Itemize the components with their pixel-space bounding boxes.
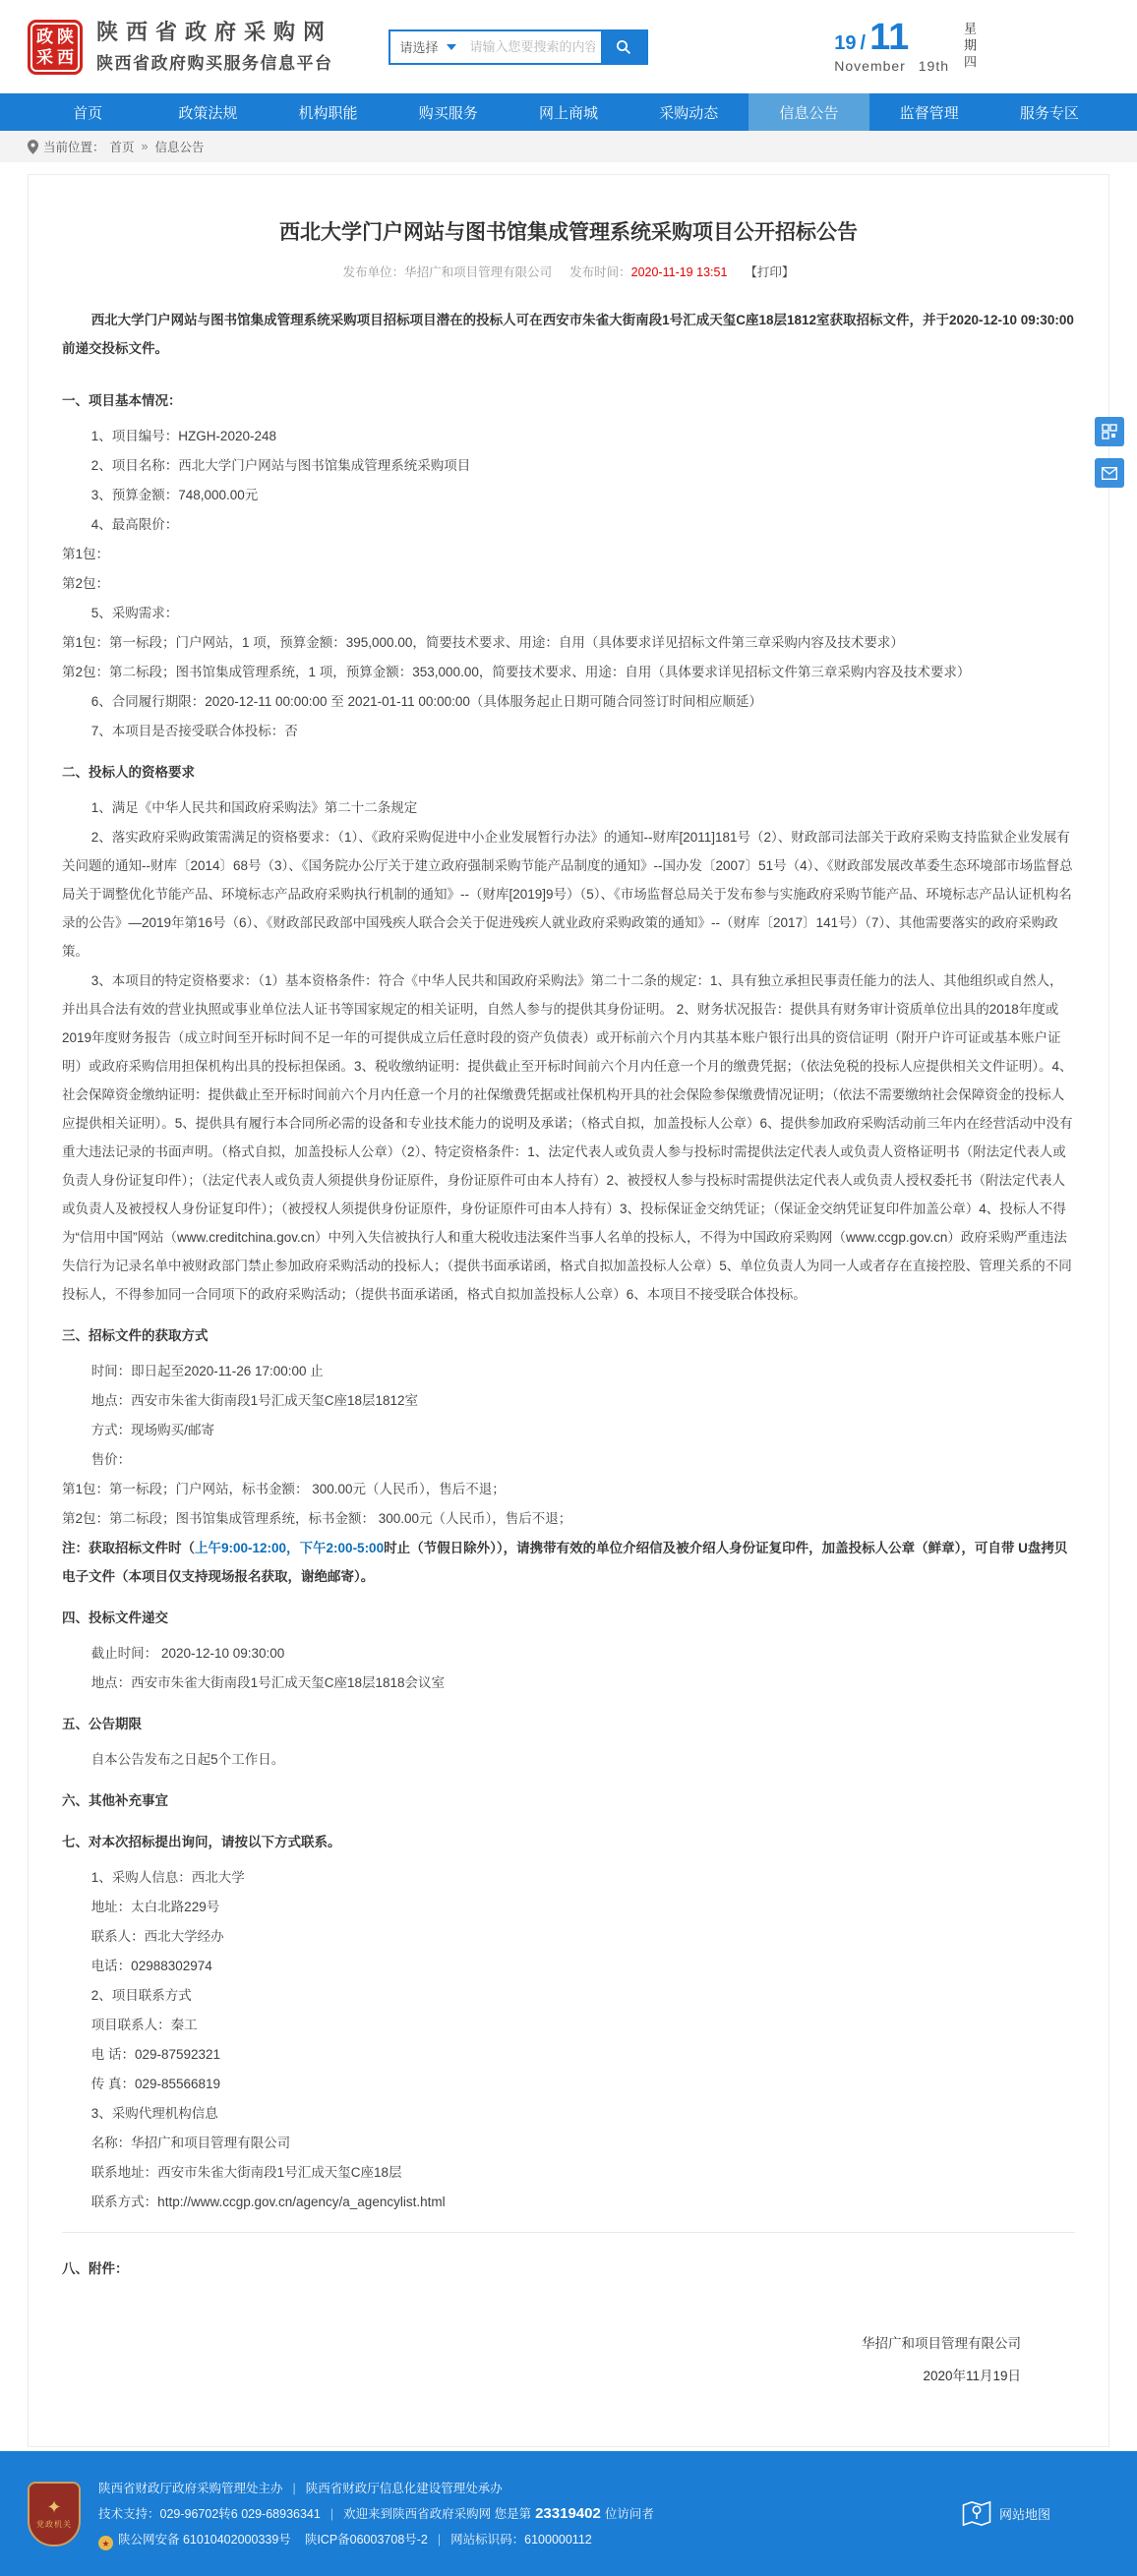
sitemap-button[interactable]: 网站地图 [962, 2500, 1050, 2527]
article-paragraph: 电话：02988302974 [90, 1959, 212, 1974]
site-subtitle: 陕西省政府购买服务信息平台 [96, 54, 333, 74]
breadcrumb [0, 131, 1137, 162]
qr-code-icon [1102, 424, 1117, 439]
main-nav [0, 93, 1137, 131]
logo-char: 采 [36, 47, 53, 67]
article-paragraph: 注：获取招标文件时（上午9:00-12:00，下午2:00-5:00时止（节假日除外）），请携带有效的单位介绍信及被介绍人身份证复印件，加盖投标人公章（鲜章），可自带 U盘拷贝电子文件（本项目仅支持现场报名获取，谢绝邮寄）。 [62, 1541, 1068, 1585]
article-paragraph: 第2包： [62, 576, 110, 592]
article-paragraph: 联系方式：http://www.ccgp.gov.cn/agency/a_agencylist.html [90, 2195, 446, 2210]
article-paragraph: 传 真：029-85566819 [90, 2077, 221, 2092]
article-paragraph: 地点：西安市朱雀大街南段1号汇成天玺C座18层1818会议室 [90, 1675, 445, 1691]
article-paragraph: 方式：现场购买/邮寄 [90, 1423, 214, 1438]
nav-item[interactable]: 首页 [73, 104, 103, 122]
publish-time-label: 发布时间： [569, 265, 631, 280]
search-icon [616, 39, 631, 55]
footer [0, 2451, 1137, 2576]
date-day: 19 [834, 31, 857, 54]
article-paragraph: 5、采购需求： [90, 606, 179, 621]
article-paragraph: 五、公告期限 [62, 1717, 142, 1732]
article-paragraph: 一、项目基本情况： [62, 393, 182, 409]
government-badge-icon: ✦ 党政机关 [28, 2482, 81, 2547]
article-container [28, 174, 1109, 2447]
footer-line-1: 陕西省财政厅政府采购管理处主办 | 陕西省财政厅信息化建设管理处承办 [98, 2481, 503, 2495]
search-category-select[interactable] [390, 31, 464, 63]
nav-item[interactable]: 采购动态 [659, 104, 719, 122]
date-english: November 19th [834, 57, 949, 74]
floating-toolbar [1095, 417, 1124, 488]
envelope-icon [1102, 467, 1117, 480]
breadcrumb-separator: » [141, 140, 149, 153]
article-paragraph: 二、投标人的资格要求 [62, 765, 195, 781]
article-paragraph: 第1包：第一标段；门户网站，1 项，预算金额：395,000.00，简要技术要求、用途：自用（具体要求详见招标文件第三章采购内容及技术要求） [62, 635, 904, 651]
article-paragraph: 1、项目编号：HZGH-2020-248 [90, 429, 276, 444]
signature-company: 华招广和项目管理有限公司 [862, 2336, 1021, 2352]
article-paragraph: 1、采购人信息：西北大学 [90, 1870, 245, 1886]
article-paragraph: 西北大学门户网站与图书馆集成管理系统采购项目招标项目潜在的投标人可在西安市朱雀大街南段1号汇成天玺C座18层1812室获取招标文件，并于2020-12-10 09:30:00前递交投标文件。 [62, 313, 1074, 357]
breadcrumb-label: 当前位置： [43, 141, 105, 154]
article-paragraph: 七、对本次招标提出询问，请按以下方式联系。 [62, 1835, 341, 1850]
article-paragraph: 时间：即日起至2020-11-26 17:00:00 止 [90, 1364, 324, 1379]
article-paragraph: 4、最高限价： [90, 517, 179, 533]
floating-qr-button[interactable] [1095, 417, 1124, 446]
article-paragraph: 八、附件： [62, 2261, 129, 2277]
article-paragraph: 第1包： [62, 547, 110, 562]
article-paragraph: 地址：太白北路229号 [90, 1900, 220, 1915]
nav-item[interactable]: 监督管理 [899, 104, 959, 122]
search-input[interactable] [464, 31, 601, 63]
floating-message-button[interactable] [1095, 458, 1124, 488]
article-paragraph: 三、招标文件的获取方式 [62, 1328, 209, 1344]
logo-char: 陕 [57, 27, 74, 46]
article-paragraph: 电 话：029-87592321 [90, 2047, 221, 2063]
article-paragraph: 3、本项目的特定资格要求：（1）基本资格条件：符合《中华人民共和国政府采购法》第二十二条的规定：1、具有独立承担民事责任能力的法人、其他组织或自然人，并出具合法有效的营业执照或事业单位法人证书等国家规定的相关证明，自然人参与的提供其身份证明。 2、财务状况报告：提供具有财务审计资质单位出具的2018年度或2019年度财务报告（成立时间至开标时间不足一年的可提供成立后任意时段的资产负债表）或开标前六个月内其基本账户银行出具的资信证明（附开户许可证或基本账户证明）或政府采购信用担保机构出具的投标担保函。3、税收缴纳证明：提供截止至开标时间前六个月内任意一个月的缴费凭据；（依法免税的投标人应提供相关文件证明）。4、社会保障资金缴纳证明：提供截止至开标时间前六个月内任意一个月的社保缴费凭据或社保机构开具的社会保险参保缴费情况证明；（依法不需要缴纳社会保障资金的投标人应提供相关证明）。5、提供具有履行本合同所必需的设备和专业技术能力的说明及承诺；（格式自拟，加盖投标人公章）6、提供参加政府采购活动前三年内在经营活动中没有重大违法记录的书面声明。（格式自拟，加盖投标人公章）（2）、特定资格条件：1、法定代表人或负责人参与投标时需提供法定代表人或负责人资格证明书（附法定代表人或负责人身份证复印件）；（法定代表人或负责人须提供身份证原件，身份证原件可由本人持有）2、被授权人参与投标时需提供法定代表人或负责人授权委托书（附法定代表人或负责人及被授权人身份证复印件）；（被授权人须提供身份证原件，身份证原件可由本人持有）3、投标保证金交纳凭证；（保证金交纳凭证复印件加盖公章）4、投标人不得为“信用中国”网站（www.creditchina.gov.cn）中列入失信被执行人和重大税收违法案件当事人名单的投标人，不得为中国政府采购网（www.ccgp.gov.cn）政府采购严重违法失信行为记录名单中被财政部门禁止参加政府采购活动的投标人；（提供书面承诺函，格式自拟加盖投标人公章）5、单位负责人为同一人或者存在直接控股、管理关系的不同投标人，不得参加同一合同项下的政府采购活动；（提供书面承诺函，格式自拟加盖投标人公章）6、本项目不接受联合体投标。 [62, 973, 1073, 1303]
footer-line-3: ★ 陕公网安备 61010402000339号 陕ICP备06003708号-2 | 网站标识码：6100000112 [98, 2527, 654, 2552]
date-widget [834, 16, 1001, 74]
article-paragraph: 3、预算金额：748,000.00元 [90, 488, 259, 503]
article-paragraph: 3、采购代理机构信息 [90, 2106, 218, 2122]
search-button[interactable] [601, 31, 646, 63]
article-paragraph: 联系人：西北大学经办 [90, 1929, 224, 1945]
nav-item[interactable]: 购买服务 [418, 104, 478, 122]
article-meta [62, 263, 1075, 280]
article-paragraph: 7、本项目是否接受联合体投标：否 [90, 724, 298, 739]
article-paragraph: 项目联系人：秦工 [90, 2018, 198, 2033]
article-paragraph: 第1包：第一标段；门户网站，标书金额： 300.00元（人民币），售后不退； [62, 1482, 506, 1497]
nav-item[interactable]: 信息公告 [748, 93, 868, 131]
breadcrumb-home-link[interactable]: 首页 [109, 141, 135, 154]
header [0, 0, 1137, 93]
article-paragraph: 截止时间： 2020-12-10 09:30:00 [90, 1646, 285, 1662]
article-paragraph [62, 2232, 1075, 2233]
article-paragraph: 联系地址：西安市朱雀大街南段1号汇成天玺C座18层 [90, 2165, 402, 2181]
article-paragraph: 六、其他补充事宜 [62, 1793, 168, 1809]
print-button[interactable]: 【打印】 [745, 265, 795, 280]
public-security-emblem-icon: ★ [98, 2536, 113, 2550]
footer-info [98, 2476, 654, 2552]
article-paragraph: 2、项目名称：西北大学门户网站与图书馆集成管理系统采购项目 [90, 458, 471, 474]
date-month: 11 [869, 16, 910, 58]
publish-time-value: 2020-11-19 13:51 [630, 265, 728, 280]
article-paragraph: 售价： [90, 1452, 132, 1468]
search-select-label: 请选择 [399, 40, 439, 55]
location-pin-icon [28, 140, 38, 154]
article-paragraph: 2、落实政府采购政策需满足的资格要求：（1）、《政府采购促进中小企业发展暂行办法》的通知--财库[2011]181号（2）、财政部司法部关于政府采购支持监狱企业发展有关问题的通知--财库〔2014〕68号（3）、《国务院办公厅关于建立政府强制采购节能产品制度的通知》--国办发〔2007〕51号（4）、《财政部发展改革委生态环境部市场监督总局关于调整优化节能产品、环境标志产品政府采购执行机制的通知》--（财库[2019]9号）（5）、《市场监督总局关于发布参与实施政府采购节能产品、环境标志产品认证机构名录的公告》—2019年第16号（6）、《财政部民政部中国残疾人联合会关于促进残疾人就业政府采购政策的通知》--（财库〔2017〕141号）（7）、其他需要落实的政府采购政策。 [62, 830, 1073, 960]
signature-block [62, 2327, 1075, 2392]
article-paragraph: 自本公告发布之日起5个工作日。 [90, 1752, 285, 1768]
date-weekday: 星期四 [962, 22, 977, 72]
article-paragraph: 地点：西安市朱雀大街南段1号汇成天玺C座18层1812室 [90, 1393, 418, 1409]
publisher-label: 发布单位： [342, 265, 405, 280]
article-body [62, 306, 1075, 2283]
visitor-count: 23319402 [535, 2504, 601, 2522]
page-title: 西北大学门户网站与图书馆集成管理系统采购项目公开招标公告 [279, 221, 858, 244]
nav-item[interactable]: 政策法规 [178, 104, 238, 122]
article-paragraph: 第2包：第二标段；图书馆集成管理系统，标书金额： 300.00元（人民币），售后不退； [62, 1511, 572, 1527]
article-paragraph: 四、投标文件递交 [62, 1610, 168, 1626]
article-paragraph: 名称：华招广和项目管理有限公司 [90, 2136, 291, 2151]
signature-date: 2020年11月19日 [923, 2369, 1021, 2384]
footer-line-2: 技术支持：029-96702转6 029-68936341 | 欢迎来到陕西省政府采购网 您是第 23319402 位访问者 [98, 2504, 654, 2522]
logo-char: 西 [57, 47, 74, 67]
article-paragraph: 6、合同履行期限：2020-12-11 00:00:00 至 2021-01-11 00:00:00（具体服务起止日期可随合同签订时间相应顺延） [90, 694, 762, 710]
date-separator: / [860, 31, 867, 54]
article-paragraph: 1、满足《中华人民共和国政府采购法》第二十二条规定 [90, 800, 418, 816]
logo-char: 政 [36, 27, 53, 46]
sitemap-map-icon [962, 2500, 991, 2527]
site-names [96, 20, 333, 74]
chevron-down-icon [447, 44, 456, 50]
site-logo [28, 20, 83, 75]
breadcrumb-current-link[interactable]: 信息公告 [154, 141, 205, 154]
article-paragraph: 2、项目联系方式 [90, 1988, 192, 2004]
search-box [389, 29, 648, 65]
article-paragraph: 第2包：第二标段；图书馆集成管理系统，1 项，预算金额：353,000.00，简要技术要求、用途：自用（具体要求详见招标文件第三章采购内容及技术要求） [62, 665, 971, 680]
publisher-value: 华招广和项目管理有限公司 [404, 265, 553, 280]
nav-item[interactable]: 机构职能 [298, 104, 358, 122]
nav-item[interactable]: 服务专区 [1019, 104, 1079, 122]
nav-item[interactable]: 网上商城 [538, 104, 598, 122]
site-title: 陕西省政府采购网 [96, 19, 333, 44]
